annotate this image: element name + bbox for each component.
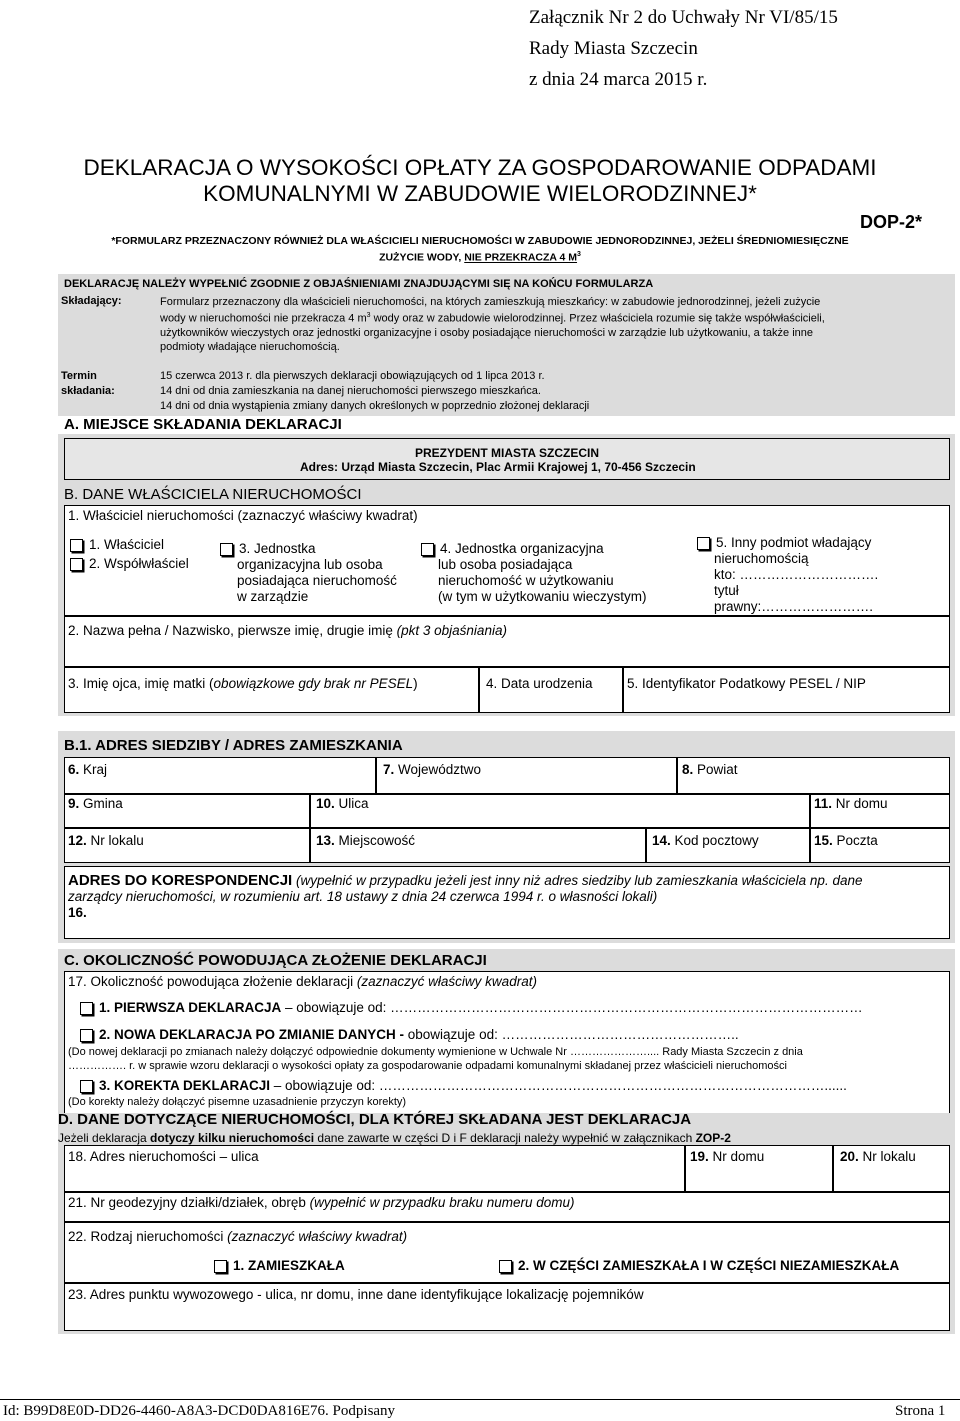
recipient-address: Adres: Urząd Miasta Szczecin, Plac Armii Krajowej 1, 70-456 Szczecin: [300, 460, 696, 474]
submitter-part: wody oraz w zabudowie wielorodzinnej. Przez właściciela rozumie się także współwłaścicieli,: [370, 312, 825, 325]
submitter-line: podmioty władające nieruchomością.: [160, 340, 340, 353]
house-number-label: [814, 796, 888, 812]
annex-line: z dnia 24 marca 2015 r.: [529, 69, 708, 90]
label-number: 15.: [814, 833, 833, 848]
correspondence-title: ADRES DO KORESPONDENCJI: [68, 872, 293, 889]
label-part-italic: (pkt 3 objaśniania): [396, 623, 507, 638]
submitter-description: [160, 295, 954, 354]
term-label-line: składania:: [61, 385, 115, 397]
submitter-line: [160, 309, 954, 326]
apartment-number-label: [68, 833, 144, 849]
section-c-title: C. OKOLICZNOŚĆ POWODUJĄCA ZŁOŻENIE DEKLARACJI: [64, 952, 487, 969]
correspondence-note: (wypełnić w przypadku jeżeli jest inny niż adres siedziby lub zamieszkania właściciela np. dane: [292, 873, 863, 888]
owner-type-label: 1. Właściciel nieruchomości (zaznaczyć właściwy kwadrat): [68, 508, 418, 523]
label-text: Nr domu: [708, 1149, 765, 1164]
label-text: Gmina: [79, 796, 123, 811]
label-part: 17. Okoliczność powodująca złożenie deklaracji: [68, 974, 357, 989]
label-text: Kraj: [79, 762, 108, 777]
label-number: 19.: [690, 1149, 709, 1164]
street-field[interactable]: [310, 794, 810, 828]
city-label: [316, 833, 415, 849]
scope-note-underlined: NIE PRZEKRACZA 4 M: [464, 251, 578, 264]
owner-option-label: 4. Jednostka organizacyjna: [440, 541, 604, 556]
label-part-italic: (zaznaczyć właściwy kwadrat): [227, 1229, 408, 1244]
label-text: Nr domu: [832, 796, 888, 811]
owner-option-label: organizacyjna lub osoba: [237, 557, 383, 572]
label-number: 9.: [68, 796, 80, 811]
owner-option-2[interactable]: [70, 554, 189, 573]
label-number: 12.: [68, 833, 87, 848]
term-item: 14 dni od dnia zamieszkania na danej nieruchomości pierwszego mieszkańca.: [160, 385, 541, 397]
first-declaration-option[interactable]: [80, 1000, 863, 1016]
new-declaration-option[interactable]: [80, 1027, 739, 1043]
label-part: ): [413, 676, 418, 691]
label-part-italic: obowiązkowe gdy brak nr PESEL: [213, 676, 414, 691]
correspondence-address-label: [68, 873, 946, 921]
property-apartment-label: [840, 1149, 916, 1165]
label-part-italic: (zaznaczyć właściwy kwadrat): [356, 974, 537, 989]
section-b1-title: B.1. ADRES SIEDZIBY / ADRES ZAMIESZKANIA: [64, 737, 403, 754]
checkbox-icon[interactable]: [80, 1080, 93, 1093]
note-line: (Do nowej deklaracji po zmianach należy dołączyć odpowiednie dokumenty wymienione w Uchwale Nr ………………….... Rady Miasta Szczecin z dnia: [68, 1046, 803, 1058]
checkbox-icon[interactable]: [70, 539, 83, 552]
field-16-label: 16.: [68, 905, 87, 920]
owner-option-label: tytuł: [714, 583, 739, 598]
option-label-bold: 1. PIERWSZA DEKLARACJA: [99, 1000, 282, 1015]
owner-option-label: lub osoba posiadająca: [438, 557, 573, 572]
footer-divider: [0, 1399, 960, 1400]
label-text: Województwo: [394, 762, 482, 777]
correspondence-line: [68, 873, 946, 889]
property-type-option-2[interactable]: [499, 1258, 899, 1274]
option-label-bold: 3. KOREKTA DEKLARACJI: [99, 1078, 271, 1093]
option-label: – obowiązuje od: ………………………………………………………………………………………......: [270, 1078, 847, 1093]
recipient-name: PREZYDENT MIASTA SZCZECIN: [414, 446, 599, 460]
label-text: Ulica: [334, 796, 369, 811]
commune-label: [68, 796, 123, 812]
property-type-option-1[interactable]: [214, 1258, 345, 1274]
term-label-line: Termin: [61, 370, 97, 382]
label-number: 8.: [682, 762, 694, 777]
term-label: [61, 369, 115, 399]
submitter-sup: 3: [366, 312, 371, 319]
correction-note: (Do korekty należy dołączyć pisemne uzasadnienie przyczyn korekty): [68, 1096, 407, 1108]
label-text: Nr lokalu: [858, 1149, 916, 1164]
option-label: 1. ZAMIESZKAŁA: [233, 1258, 345, 1273]
section-d-note: [58, 1131, 731, 1145]
note-line: ……………. r. w sprawie wzoru deklaracji o wysokości opłaty za gospodarowanie odpadami komunalnymi składanej przez właścicieli nieruchomości: [68, 1060, 787, 1072]
label-number: 11.: [814, 796, 833, 811]
section-b-title: B. DANE WŁAŚCICIELA NIERUCHOMOŚCI: [64, 486, 362, 503]
annex-line: Rady Miasta Szczecin: [529, 38, 698, 59]
label-text: Miejscowość: [334, 833, 416, 848]
collection-point-label: 23. Adres punktu wywozowego - ulica, nr domu, inne dane identyfikujące lokalizację pojemników: [68, 1287, 644, 1302]
scope-note-line: [0, 248, 960, 265]
voivodeship-label: [383, 762, 481, 778]
owner-option-label: kto: ………………………….: [714, 567, 879, 582]
property-house-number-label: [690, 1149, 764, 1165]
form-scope-note: [0, 235, 960, 265]
annex-line: Załącznik Nr 2 do Uchwały Nr VI/85/15: [529, 7, 838, 28]
label-part: 22. Rodzaj nieruchomości: [68, 1229, 228, 1244]
checkbox-icon[interactable]: [80, 1002, 93, 1015]
owner-option-5[interactable]: [697, 535, 878, 615]
correspondence-note: zarządcy nieruchomości, w rozumieniu art. 18 ustawy z dnia 24 czerwca 1994 r. o własności lokali): [68, 889, 658, 904]
section-a-title: A. MIEJSCE SKŁADANIA DEKLARACJI: [64, 416, 342, 433]
title-line: KOMUNALNYMI W ZABUDOWIE WIELORODZINNEJ*: [203, 181, 757, 206]
property-street-label: 18. Adres nieruchomości – ulica: [68, 1149, 259, 1164]
option-label: – obowiązuje od: ……………………………………………………………………………………………: [281, 1000, 863, 1015]
note-part-bold: ZOP-2: [695, 1131, 731, 1145]
section-d-title: D. DANE DOTYCZĄCE NIERUCHOMOŚCI, DLA KTÓREJ SKŁADANA JEST DEKLARACJA: [58, 1111, 692, 1128]
street-label: [316, 796, 369, 812]
owner-option-label: prawny:…………………….: [714, 599, 874, 614]
label-number: 7.: [383, 762, 395, 777]
document-title: [0, 155, 960, 207]
label-part: 3. Imię ojca, imię matki (: [68, 676, 214, 691]
checkbox-icon[interactable]: [70, 558, 83, 571]
county-label: [682, 762, 738, 778]
submitter-line: użytkowników wieczystych oraz jednostki organizacyjne i osoby posiadające nieruchomości w zarządzie lub użytkowaniu, a także inne: [160, 326, 813, 339]
country-label: [68, 762, 107, 778]
submitter-part: wody w nieruchomości nie przekracza 4 m: [160, 312, 367, 325]
label-part: 21. Nr geodezyjny działki/działek, obręb: [68, 1195, 310, 1210]
checkbox-icon[interactable]: [697, 537, 710, 550]
owner-option-label: 5. Inny podmiot władający: [716, 535, 872, 550]
scope-note-line: *FORMULARZ PRZEZNACZONY RÓWNIEŻ DLA WŁAŚCICIELI NIERUCHOMOŚCI W ZABUDOWIE JEDNORODZINNEJ, JEŻELI ŚREDNIOMIESIĘCZNE: [111, 235, 849, 247]
label-number: 6.: [68, 762, 80, 777]
checkbox-icon[interactable]: [499, 1260, 512, 1273]
owner-option-3[interactable]: [220, 541, 397, 605]
title-line: DEKLARACJA O WYSOKOŚCI OPŁATY ZA GOSPODAROWANIE ODPADAMI: [83, 155, 877, 180]
owner-option-label: posiadająca nieruchomość: [237, 573, 397, 588]
owner-option-label: (w tym w użytkowaniu wieczystym): [438, 589, 647, 604]
submitter-line: Formularz przeznaczony dla właścicieli nieruchomości, na których zamieszkują mieszkańcy: w zabudowie jednorodzinnej, jeżeli zużycie: [160, 296, 821, 308]
owner-option-label: w zarządzie: [237, 589, 309, 604]
note-part-bold: dotyczy kilku nieruchomości: [150, 1131, 315, 1145]
full-name-label: [68, 623, 507, 639]
owner-option-1[interactable]: [70, 535, 189, 554]
term-list: [160, 369, 589, 414]
pesel-nip-label: 5. Identyfikator Podatkowy PESEL / NIP: [627, 676, 866, 691]
label-part: 2. Nazwa pełna / Nazwisko, pierwsze imię, drugie imię: [68, 623, 397, 638]
checkbox-icon[interactable]: [421, 543, 434, 556]
label-part-italic: (wypełnić w przypadku braku numeru domu): [309, 1195, 575, 1210]
submitter-label: Składający:: [61, 295, 122, 307]
scope-note-sup: 3: [577, 251, 581, 258]
property-type-label: [68, 1229, 407, 1245]
owner-option-label: 2. Współwłaściel: [89, 556, 189, 571]
owner-option-4[interactable]: [421, 541, 647, 605]
parents-names-label: [68, 676, 418, 692]
label-number: 20.: [840, 1149, 859, 1164]
page-number: Strona 1: [895, 1403, 946, 1419]
postal-code-label: [652, 833, 759, 849]
checkbox-icon[interactable]: [220, 543, 233, 556]
label-number: 14.: [652, 833, 671, 848]
label-number: 13.: [316, 833, 335, 848]
owner-option-label: 3. Jednostka: [239, 541, 316, 556]
label-text: Nr lokalu: [86, 833, 144, 848]
checkbox-icon[interactable]: [214, 1260, 227, 1273]
checkbox-icon[interactable]: [80, 1029, 93, 1042]
circumstance-label: [68, 974, 537, 990]
term-item: 15 czerwca 2013 r. dla pierwszych deklaracji obowiązujących od 1 lipca 2013 r.: [160, 370, 545, 382]
term-item: 14 dni od dnia wystąpienia zmiany danych określonych w poprzednio złożonej deklaracji: [160, 400, 590, 412]
option-label: 2. W CZĘŚCI ZAMIESZKAŁA I W CZĘŚCI NIEZAMIESZKAŁA: [518, 1258, 900, 1273]
label-number: 10.: [316, 796, 335, 811]
country-field[interactable]: [64, 757, 376, 794]
form-code: DOP-2*: [860, 212, 923, 232]
owner-option-label: 1. Właściciel: [89, 537, 165, 552]
option-label-bold: 2. NOWA DEKLARACJA PO ZMIANIE DANYCH -: [99, 1027, 405, 1042]
note-part: Jeżeli deklaracja: [58, 1131, 151, 1145]
option-label: obowiązuje od: ……………………………………………..: [404, 1027, 739, 1042]
label-text: Kod pocztowy: [670, 833, 759, 848]
post-office-label: [814, 833, 878, 849]
owner-option-label: nieruchomość w użytkowaniu: [438, 573, 614, 588]
note-part: dane zawarte w części D i F deklaracji należy wypełnić w załącznikach: [314, 1131, 696, 1145]
label-text: Poczta: [832, 833, 878, 848]
plot-number-label: [68, 1195, 575, 1211]
new-declaration-note: [68, 1045, 803, 1073]
annex-header: [529, 2, 838, 95]
owner-options-col1: [70, 535, 189, 573]
document-id: Id: B99D8E0D-DD26-4460-A8A3-DCD0DA816E76. Podpisany: [3, 1403, 396, 1419]
birth-date-label: 4. Data urodzenia: [486, 676, 593, 691]
label-text: Powiat: [693, 762, 738, 777]
fill-instruction: DEKLARACJĘ NALEŻY WYPEŁNIĆ ZGODNIE Z OBJAŚNIENIAMI ZNAJDUJĄCYMI SIĘ NA KOŃCU FORMULARZA: [64, 278, 654, 290]
scope-note-part: ZUŻYCIE WODY,: [379, 251, 465, 264]
correction-option[interactable]: [80, 1078, 847, 1094]
owner-option-label: nieruchomością: [714, 551, 809, 566]
